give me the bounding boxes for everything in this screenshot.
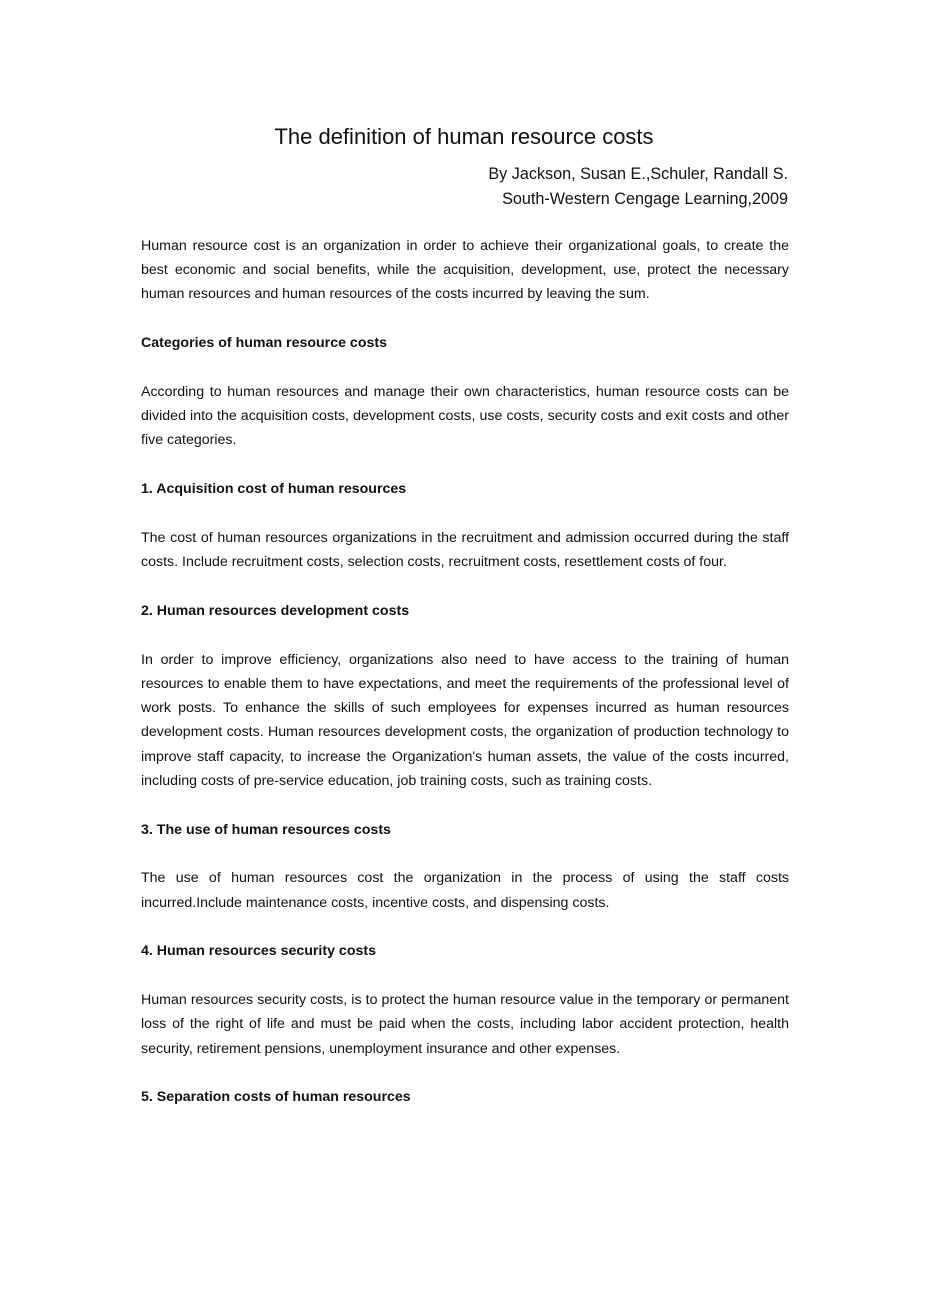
section-4-paragraph: Human resources security costs, is to protect the human resource value in the temporary or permanent loss of the right of life and must be paid when the costs, including labor accident protection, health security, retirement pensions, unemployment insurance and other expenses. [141,992,789,1057]
section-3-paragraph: The use of human resources cost the organization in the process of using the staff costs incurred.Include maintenance costs, incentive costs, and dispensing costs. [141,870,789,911]
section-2-paragraph: In order to improve efficiency, organizations also need to have access to the training of human resources to enable them to have expectations, and meet the requirements of the professional level of work posts. To enhance the skills of such employees for expenses incurred as human resources development costs. Human resources development costs, the organization of production technology to improve staff capacity, to increase the Organization's human assets, the value of the costs incurred, including costs of pre-service education, job training costs, such as training costs. [141,651,789,789]
publisher-line: South-Western Cengage Learning,2009 [502,190,788,208]
document-title-text: The definition of human resource costs [274,124,654,149]
section-3-heading: 3. The use of human resources costs [141,821,391,838]
section-4-heading: 4. Human resources security costs [141,943,376,960]
document-body [141,234,789,1134]
section-1-heading: 1. Acquisition cost of human resources [141,481,407,498]
author-line: By Jackson, Susan E.,Schuler, Randall S. [488,165,788,183]
categories-heading: Categories of human resource costs [141,335,387,352]
section-1-paragraph: The cost of human resources organizations in the recruitment and admission occurred during the staff costs. Include recruitment costs, selection costs, recruitment costs, resettlement costs of four. [141,530,789,571]
byline [488,162,788,212]
section-2-heading: 2. Human resources development costs [141,603,410,619]
document-title [0,122,926,152]
intro-paragraph: Human resource cost is an organization in order to achieve their organizational goals, to create the best economic and social benefits, while the acquisition, development, use, protect the necessary human resources and human resources of the costs incurred by leaving the sum. [141,238,789,303]
categories-paragraph: According to human resources and manage their own characteristics, human resource costs can be divided into the acquisition costs, development costs, use costs, security costs and exit costs and other five categories. [141,384,789,449]
section-5-heading: 5. Separation costs of human resources [141,1089,411,1106]
